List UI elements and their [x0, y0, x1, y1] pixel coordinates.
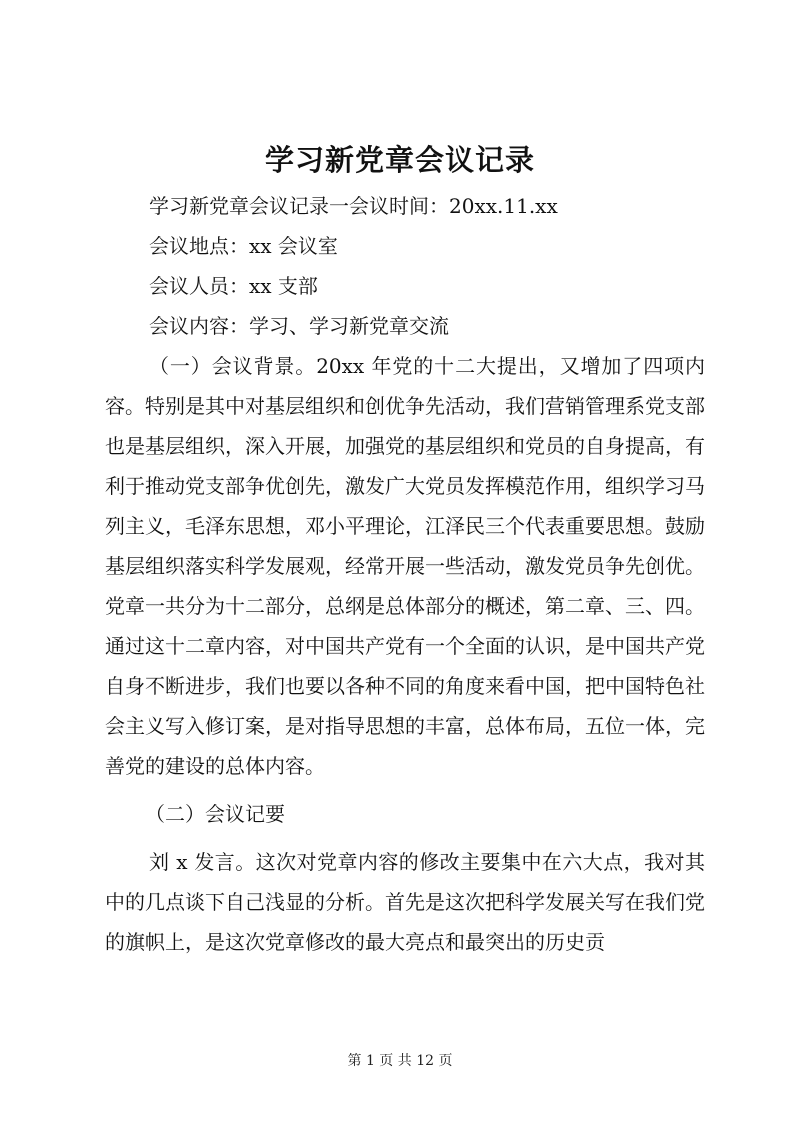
- minutes-paragraph: 刘 x 发言。这次对党章内容的修改主要集中在六大点，我对其中的几点谈下自己浅显的分析。首先是这次把科学发展关写在我们党的旗帜上，是这次党章修改的最大亮点和最突出的历史贡: [105, 850, 705, 954]
- meeting-location-line: 会议地点：xx 会议室: [149, 234, 338, 258]
- background-paragraph: （一）会议背景。20xx 年党的十二大提出，又增加了四项内容。特别是其中对基层组织和创优争先活动，我们营销管理系党支部也是基层组织，深入开展，加强党的基层组织和党员的自身提高，有利于推动党支部争优创先，激发广大党员发挥模范作用，组织学习马列主义，毛泽东思想，邓小平理论，江泽民三个代表重要思想。鼓励基层组织落实科学发展观，经常开展一些活动，激发党员争先创优。党章一共分为十二部分，总纲是总体部分的概述，第二章、三、四。通过这十二章内容，对中国共产党有一个全面的认识，是中国共产党自身不断进步，我们也要以各种不同的角度来看中国，把中国特色社会主义写入修订案，是对指导思想的丰富，总体布局，五位一体，完善党的建设的总体内容。: [105, 354, 705, 778]
- spacer: [105, 786, 705, 794]
- meeting-time-line: 学习新党章会议记录一会议时间：20xx.11.xx: [149, 194, 558, 218]
- spacer: [105, 834, 705, 842]
- document-body: [105, 186, 705, 962]
- page-footer: 第 1 页 共 12 页: [347, 1053, 453, 1069]
- document-title: 学习新党章会议记录: [264, 143, 535, 177]
- meeting-content-line: 会议内容：学习、学习新党章交流: [149, 314, 449, 338]
- meeting-attendees-line: 会议人员：xx 支部: [149, 274, 318, 298]
- minutes-heading: （二）会议记要: [145, 802, 285, 826]
